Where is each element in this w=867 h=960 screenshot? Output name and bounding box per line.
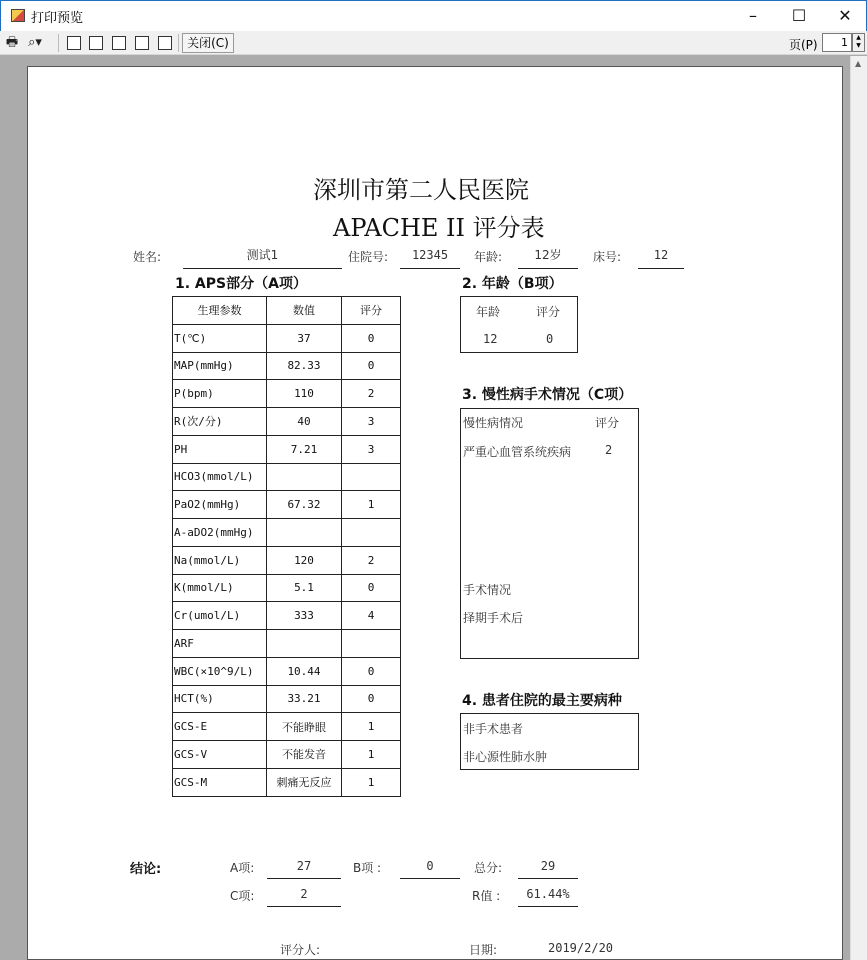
aps-score: 0 [342,352,401,380]
aps-score: 0 [342,324,401,352]
table-row [173,519,401,547]
rater-label: 评分人: [280,943,321,957]
scroll-up-icon[interactable]: ▲ [855,59,862,68]
main-disease-box [460,713,639,770]
table-row [173,546,401,574]
total-value: 29 [518,857,578,879]
name-label: 姓名: [133,250,162,264]
bed-value: 12 [638,247,684,269]
table-row [173,324,401,352]
aps-value: 7.21 [267,435,342,463]
page-spinner[interactable]: ▲ ▼ [852,33,865,52]
aps-param: PaO2(mmHg) [173,491,267,519]
aps-score: 3 [342,408,401,436]
chronic-section-title: 3. 慢性病手术情况（C项） [462,387,633,403]
aps-value: 不能睁眼 [267,713,342,741]
aps-param: MAP(mmHg) [173,352,267,380]
table-row [173,574,401,602]
aps-score [342,630,401,658]
aps-param: P(bpm) [173,380,267,408]
maximize-button[interactable]: ☐ [791,6,807,25]
date-label: 日期: [469,943,498,957]
one-page-icon[interactable] [67,36,81,50]
aps-score: 3 [342,435,401,463]
table-row [173,380,401,408]
total-label: 总分: [474,861,503,875]
table-row [173,713,401,741]
aps-score: 0 [342,657,401,685]
aps-section-title: 1. APS部分（A项） [175,276,307,292]
surgery-label: 手术情况 [463,583,512,597]
close-window-button[interactable]: ✕ [838,6,852,25]
table-row [173,630,401,658]
aps-score: 4 [342,602,401,630]
age-score-box [460,296,578,353]
form-title: APACHE II 评分表 [333,214,545,242]
age-box-header-age: 年龄 [476,305,501,319]
aps-param: ARF [173,630,267,658]
aps-value: 刺痛无反应 [267,768,342,796]
hospital-title: 深圳市第二人民医院 [313,176,529,204]
aps-score [342,463,401,491]
age-value: 12岁 [518,247,578,269]
aps-param: GCS-E [173,713,267,741]
aps-param: GCS-M [173,768,267,796]
main-disease-1: 非手术患者 [463,722,524,736]
aps-param: HCO3(mmol/L) [173,463,267,491]
chronic-header-score: 评分 [595,416,620,430]
vertical-scrollbar[interactable] [850,56,867,960]
table-row [173,463,401,491]
four-pages-icon[interactable] [135,36,149,50]
aps-value: 5.1 [267,574,342,602]
magnifier-icon[interactable]: ⌕▾ [28,35,42,50]
aps-value: 33.21 [267,685,342,713]
aps-header-score: 评分 [342,297,401,325]
aps-header-value: 数值 [267,297,342,325]
aps-param: K(mmol/L) [173,574,267,602]
aps-value [267,519,342,547]
main-disease-2: 非心源性肺水肿 [463,750,548,764]
aps-param: Cr(umol/L) [173,602,267,630]
window-title: 打印预览 [31,11,84,26]
three-pages-icon[interactable] [112,36,126,50]
app-icon [11,9,25,22]
b-label: B项 : [353,861,382,875]
aps-param: R(次/分) [173,408,267,436]
chronic-condition: 严重心血管系统疾病 [463,445,572,459]
aps-value: 37 [267,324,342,352]
title-bar [0,0,867,31]
main-disease-section-title: 4. 患者住院的最主要病种 [462,693,622,709]
aps-value: 110 [267,380,342,408]
table-row [173,602,401,630]
minimize-button[interactable]: – [749,6,757,25]
surgery-value: 择期手术后 [463,611,524,625]
aps-score: 0 [342,574,401,602]
chronic-header-condition: 慢性病情况 [463,416,524,430]
aps-param: GCS-V [173,741,267,769]
admission-value: 12345 [400,247,460,269]
close-preview-button[interactable]: 关闭(C) [182,33,234,53]
aps-param: PH [173,435,267,463]
page-number-input[interactable]: 1 [822,33,852,52]
printer-icon[interactable]: 🖶 [5,35,19,50]
table-row [173,435,401,463]
b-value: 0 [400,857,460,879]
two-pages-icon[interactable] [89,36,103,50]
c-label: C项: [230,889,255,903]
aps-score: 2 [342,380,401,408]
table-row [173,491,401,519]
aps-score: 1 [342,741,401,769]
table-row [173,741,401,769]
aps-table [172,296,401,797]
aps-value: 120 [267,546,342,574]
aps-value [267,463,342,491]
a-value: 27 [267,857,341,879]
age-label: 年龄: [474,250,503,264]
aps-value: 333 [267,602,342,630]
aps-score: 0 [342,685,401,713]
aps-param: Na(mmol/L) [173,546,267,574]
table-row [173,685,401,713]
chronic-box [460,408,639,659]
a-label: A项: [230,861,255,875]
aps-score: 1 [342,768,401,796]
bed-label: 床号: [593,250,622,264]
print-page [27,66,843,960]
aps-value: 67.32 [267,491,342,519]
aps-value [267,630,342,658]
c-value: 2 [267,885,341,907]
aps-header-row [173,297,401,325]
aps-param: WBC(×10^9/L) [173,657,267,685]
table-row [173,408,401,436]
aps-value: 82.33 [267,352,342,380]
aps-score: 2 [342,546,401,574]
page-label: 页(P) [789,38,818,52]
aps-param: HCT(%) [173,685,267,713]
chronic-score: 2 [605,443,613,457]
preview-toolbar [0,31,867,55]
table-row [173,768,401,796]
aps-header-param: 生理参数 [173,297,267,325]
aps-value: 40 [267,408,342,436]
aps-score [342,519,401,547]
toolbar-separator [178,34,179,52]
r-value: 61.44% [518,885,578,907]
aps-value: 不能发音 [267,741,342,769]
toolbar-separator [58,34,59,52]
age-box-value: 12 [483,332,498,346]
age-box-score: 0 [546,332,554,346]
age-box-header-score: 评分 [536,305,561,319]
six-pages-icon[interactable] [158,36,172,50]
name-value: 测试1 [183,247,342,269]
date-value: 2019/2/20 [548,941,614,955]
r-label: R值 : [472,889,501,903]
aps-value: 10.44 [267,657,342,685]
aps-score: 1 [342,713,401,741]
age-section-title: 2. 年龄（B项） [462,276,563,292]
table-row [173,657,401,685]
aps-score: 1 [342,491,401,519]
admission-label: 住院号: [348,250,389,264]
conclusion-label: 结论: [130,862,162,877]
table-row [173,352,401,380]
aps-param: A-aDO2(mmHg) [173,519,267,547]
aps-param: T(℃) [173,324,267,352]
